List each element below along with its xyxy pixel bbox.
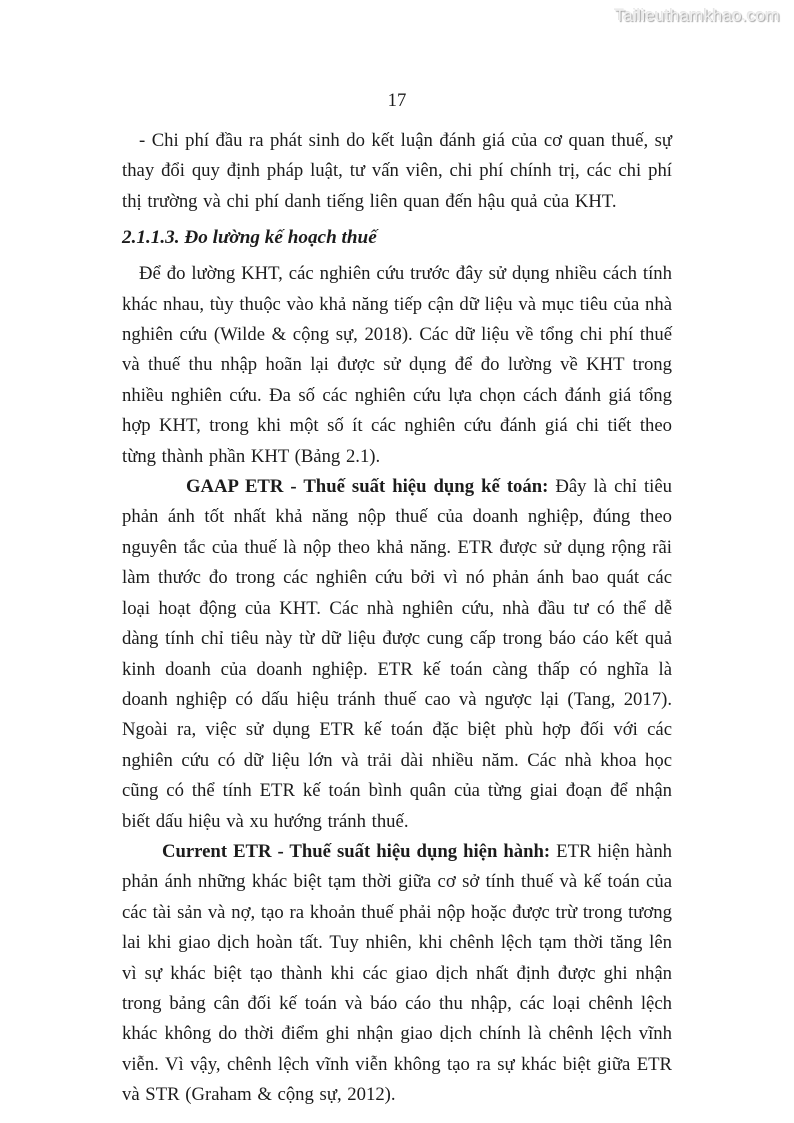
page-number: 17 (387, 90, 407, 111)
paragraph-gaap-etr (122, 472, 672, 837)
gaap-etr-lead-text: GAAP ETR - Thuế suất hiệu dụng kế toán: (186, 476, 549, 498)
watermark: Tailieuthamkhao.com (614, 6, 780, 25)
paragraph-output-costs: - Chi phí đầu ra phát sinh do kết luận đánh giá của cơ quan thuế, sự thay đổi quy định pháp luật, tư vấn viên, chi phí chính trị, các chi phí thị trường và chi phí danh tiếng liên quan đến hậu quả của KHT. (122, 130, 672, 212)
current-etr-body-text: ETR hiện hành phản ánh những khác biệt tạm thời giữa cơ sở tính thuế và kế toán của các tài sản và nợ, tạo ra khoản thuế phải nộp hoặc được trừ trong tương lai khi giao dịch hoàn tất. Tuy nhiên, khi chênh lệch tạm thời tăng lên vì sự khác biệt tạo thành khi các giao dịch nhất định được ghi nhận trong bảng cân đối kế toán và báo cáo thu nhập, các loại chênh lệch khác không do thời điểm ghi nhận giao dịch chính là chênh lệch vĩnh viễn. Vì vậy, chênh lệch vĩnh viễn không tạo ra sự khác biệt giữa ETR và STR (Graham & cộng sự, 2012). (122, 840, 673, 1106)
section-heading: 2.1.1.3. Đo lường kế hoạch thuế (122, 227, 377, 249)
paragraph-measurement: Để đo lường KHT, các nghiên cứu trước đây sử dụng nhiều cách tính khác nhau, tùy thuộc vào khả năng tiếp cận dữ liệu và mục tiêu của nhà nghiên cứu (Wilde & cộng sự, 2018). Các dữ liệu về tổng chi phí thuế và thuế thu nhập hoãn lại được sử dụng để đo lường về KHT trong nhiều nghiên cứu. Đa số các nghiên cứu lựa chọn cách đánh giá tổng hợp KHT, trong khi một số ít các nghiên cứu đánh giá chi tiết theo từng thành phần KHT (Bảng 2.1). (122, 263, 672, 467)
current-etr-lead-text: Current ETR - Thuế suất hiệu dụng hiện hành: (162, 840, 551, 862)
gaap-etr-body-text: Đây là chỉ tiêu phản ánh tốt nhất khả năng nộp thuế của doanh nghiệp, đúng theo nguyên tắc của thuế là nộp theo khả năng. ETR được sử dụng rộng rãi làm thước đo trong các nghiên cứu bởi vì nó phản ánh bao quát các loại hoạt động của KHT. Các nhà nghiên cứu, nhà đầu tư có thể dễ dàng tính chỉ tiêu này từ dữ liệu được cung cấp trong báo cáo kết quả kinh doanh của doanh nghiệp. ETR kế toán càng thấp có nghĩa là doanh nghiệp có dấu hiệu tránh thuế cao và ngược lại (Tang, 2017). Ngoài ra, việc sử dụng ETR kế toán đặc biệt phù hợp đối với các nghiên cứu có dữ liệu lớn và trải dài nhiều năm. Các nhà khoa học cũng có thể tính ETR kế toán bình quân của từng giai đoạn để nhận biết dấu hiệu và xu hướng tránh thuế. (122, 476, 672, 832)
paragraph-current-etr (122, 837, 672, 1111)
page-content (122, 86, 672, 1111)
